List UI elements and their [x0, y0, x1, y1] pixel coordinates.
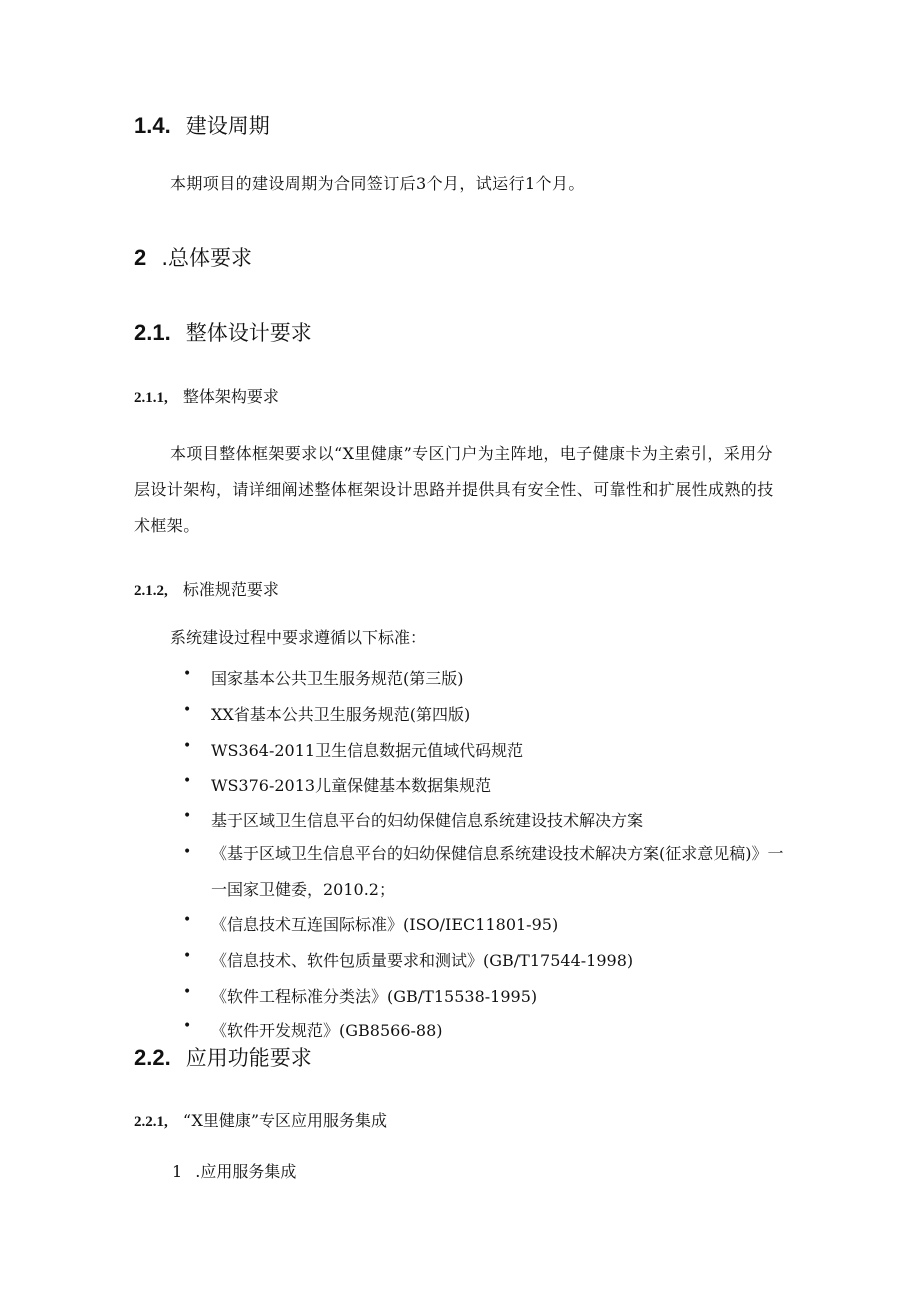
paragraph-standards-intro: 系统建设过程中要求遵循以下标准：: [170, 628, 427, 647]
list-item-text: 《信息技术、软件包质量要求和测试》(GB/T17544-1998): [211, 951, 634, 970]
list-item-text: 国家基本公共卫生服务规范(第三版): [211, 669, 464, 688]
heading-2: [134, 242, 252, 272]
heading-title: 标准规范要求: [182, 580, 279, 599]
heading-title: 应用功能要求: [185, 1046, 312, 1070]
heading-number: 2.1.: [134, 320, 171, 345]
heading-title: “X里健康”专区应用服务集成: [182, 1111, 388, 1130]
heading-title: 建设周期: [185, 114, 270, 138]
list-item-text: WS364-2011卫生信息数据元值域代码规范: [211, 741, 524, 760]
bullet-icon: •: [183, 666, 192, 682]
bullet-icon: •: [183, 738, 192, 754]
heading-number: 1.4.: [134, 113, 171, 138]
bullet-icon: •: [183, 702, 192, 718]
list-item-text: WS376-2013儿童保健基本数据集规范: [211, 776, 492, 795]
paragraph-architecture: 本项目整体框架要求以“X里健康”专区门户为主阵地，电子健康卡为主索引，采用分层设计架构，请详细阐述整体框架设计思路并提供具有安全性、可靠性和扩展性成熟的技术框架。: [134, 444, 774, 535]
bullet-icon: •: [183, 948, 192, 964]
heading-2-2: [134, 1042, 312, 1072]
heading-number: 2.1.1,: [134, 390, 168, 406]
bullet-icon: •: [183, 773, 192, 789]
heading-2-1-2: [134, 577, 279, 600]
heading-number: 2.2.1,: [134, 1114, 168, 1130]
bullet-icon: •: [183, 1018, 192, 1034]
bullet-icon: •: [183, 984, 192, 1000]
list-item-text: XX省基本公共卫生服务规范(第四版): [211, 705, 471, 724]
list-item-text: 《软件开发规范》(GB8566-88): [211, 1021, 443, 1040]
heading-number: 2: [134, 245, 147, 270]
list-item-text: 《基于区域卫生信息平台的妇幼保健信息系统建设技术解决方案(征求意见稿)》一一国家卫健委，2010.2；: [211, 844, 784, 899]
list-item-text: 基于区域卫生信息平台的妇幼保健信息系统建设技术解决方案: [211, 811, 644, 830]
bullet-icon: •: [183, 844, 192, 860]
list-item-text: 《软件工程标准分类法》(GB/T15538-1995): [211, 987, 538, 1006]
heading-1-4: [134, 110, 270, 140]
item-title: .应用服务集成: [195, 1162, 297, 1181]
heading-2-1: [134, 317, 312, 347]
heading-title: 整体架构要求: [182, 387, 279, 406]
item-number: 1: [172, 1162, 183, 1181]
bullet-icon: •: [183, 808, 192, 824]
list-item-text: 《信息技术互连国际标准》(ISO/IEC11801-95): [211, 915, 559, 934]
heading-2-2-1: [134, 1108, 387, 1131]
heading-number: 2.2.: [134, 1045, 171, 1070]
heading-title: 整体设计要求: [185, 321, 312, 345]
heading-title: .总体要求: [161, 246, 253, 270]
paragraph-construction-period: 本期项目的建设周期为合同签订后3个月，试运行1个月。: [170, 174, 585, 193]
heading-2-1-1: [134, 384, 279, 407]
bullet-icon: •: [183, 912, 192, 928]
numbered-item-1: [172, 1154, 296, 1190]
heading-number: 2.1.2,: [134, 583, 168, 599]
